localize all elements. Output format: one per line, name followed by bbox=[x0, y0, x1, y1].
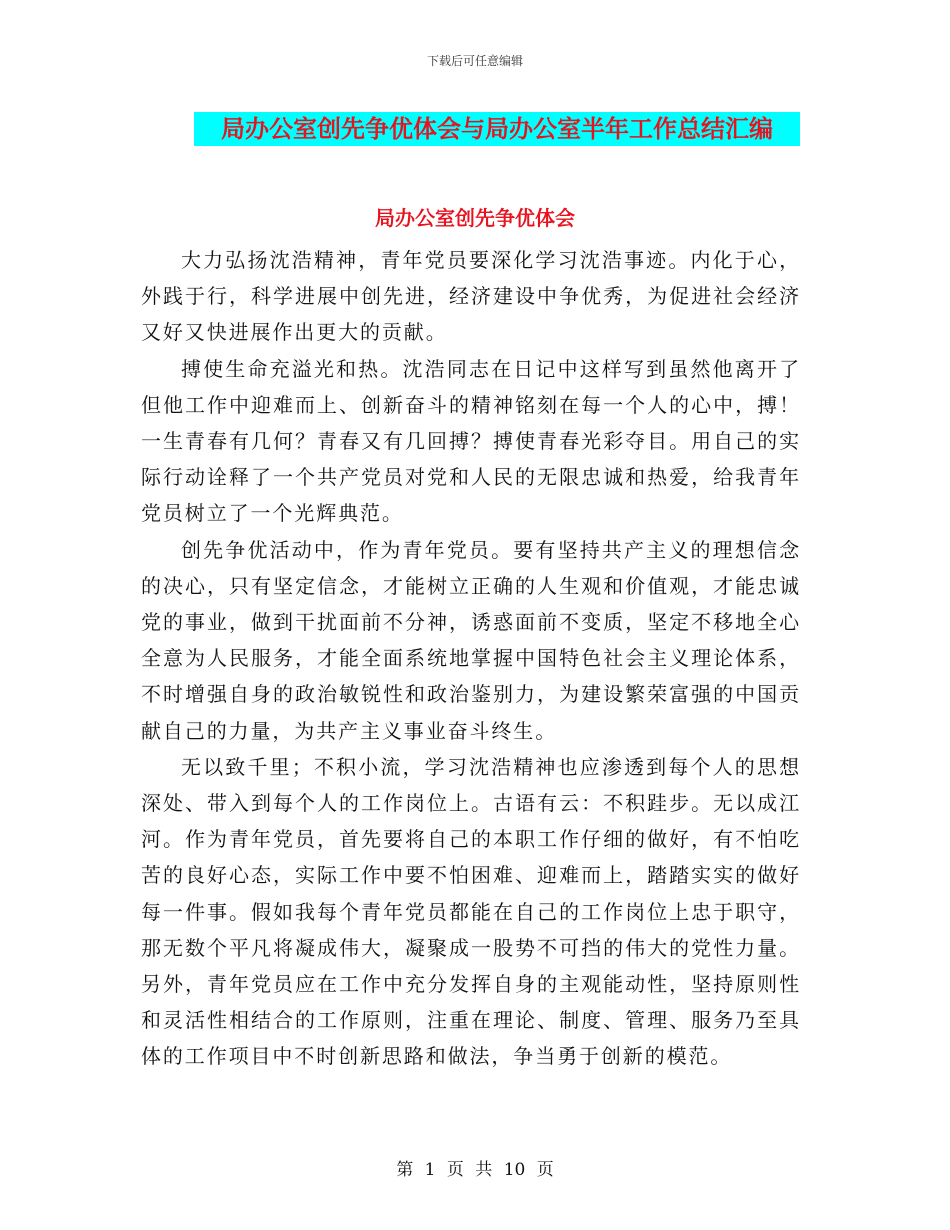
paragraph: 创先争优活动中，作为青年党员。要有坚持共产主义的理想信念的决心，只有坚定信念，才能树立正确的人生观和价值观，才能忠诚党的事业，做到干扰面前不分神，诱惑面前不变质，坚定不移地全心全意为人民服务，才能全面系统地掌握中国特色社会主义理论体系，不时增强自身的政治敏锐性和政治鉴别力，为建设繁荣富强的中国贡献自己的力量，为共产主义事业奋斗终生。 bbox=[141, 537, 801, 743]
header-note: 下载后可任意编辑 bbox=[426, 54, 523, 68]
body-text bbox=[141, 242, 801, 1075]
paragraph: 无以致千里；不积小流，学习沈浩精神也应渗透到每个人的思想深处、带入到每个人的工作岗位上。古语有云：不积跬步。无以成江河。作为青年党员，首先要将自己的本职工作仔细的做好，有不怕吃苦的良好心态，实际工作中要不怕困难、迎难而上，踏踏实实的做好每一件事。假如我每个青年党员都能在自己的工作岗位上忠于职守，那无数个平凡将凝成伟大，凝聚成一股势不可挡的伟大的党性力量。另外，青年党员应在工作中充分发挥自身的主观能动性，坚持原则性和灵活性相结合的工作原则，注重在理论、制度、管理、服务乃至具体的工作项目中不时创新思路和做法，争当勇于创新的模范。 bbox=[141, 754, 801, 1069]
main-title: 局办公室创先争优体会与局办公室半年工作总结汇编 bbox=[221, 115, 773, 143]
paragraph: 大力弘扬沈浩精神，青年党员要深化学习沈浩事迹。内化于心，外践于行，科学进展中创先进，经济建设中争优秀，为促进社会经济又好又快进展作出更大的贡献。 bbox=[141, 248, 801, 345]
paragraph: 搏使生命充溢光和热。沈浩同志在日记中这样写到虽然他离开了但他工作中迎难而上、创新奋斗的精神铭刻在每一个人的心中，搏！一生青春有几何？青春又有几回搏？搏使青春光彩夺目。用自己的实际行动诠释了一个共产党员对党和人民的无限忠诚和热爱，给我青年党员树立了一个光辉典范。 bbox=[141, 356, 801, 526]
section-title: 局办公室创先争优体会 bbox=[375, 206, 575, 230]
page-number: 第 1 页 共 10 页 bbox=[396, 1160, 554, 1180]
main-title-highlight bbox=[194, 112, 800, 146]
